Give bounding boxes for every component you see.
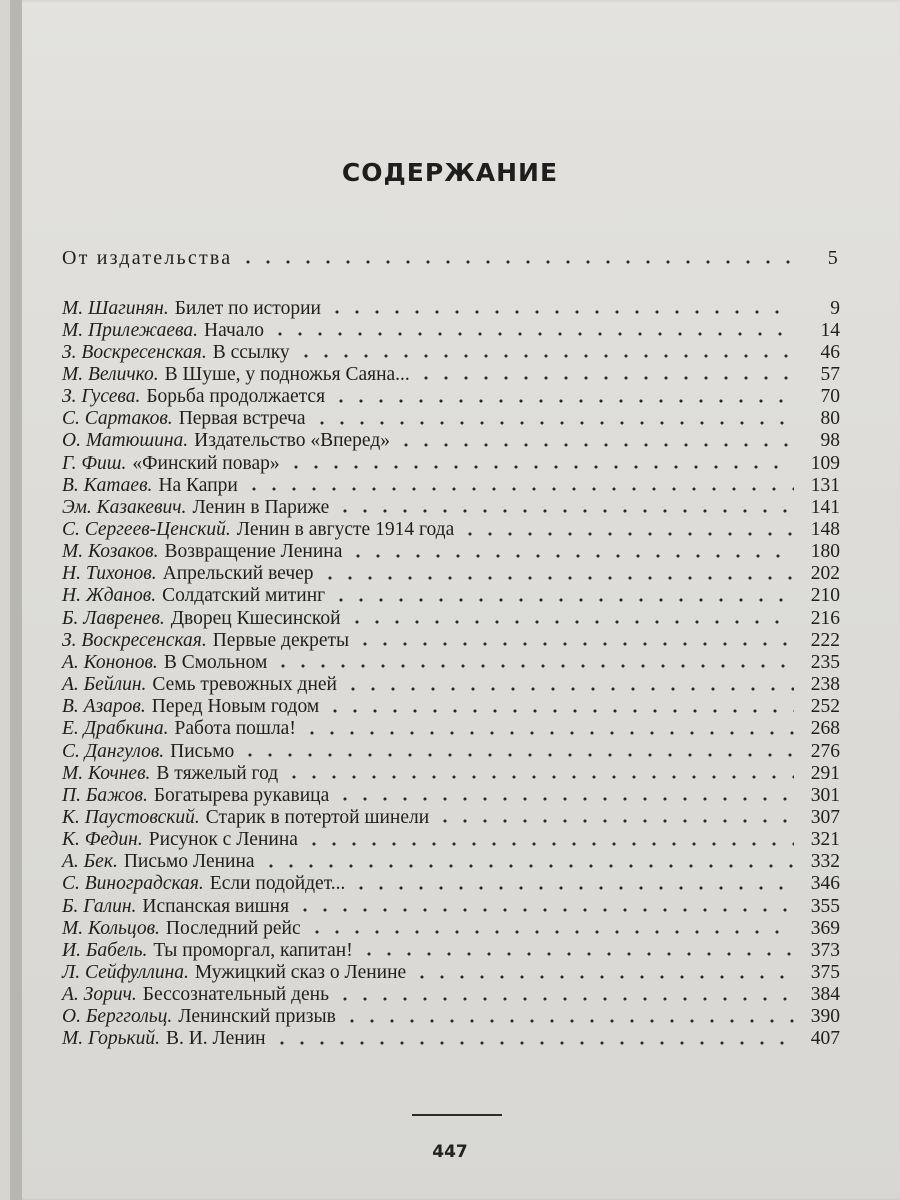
entry-page-number: 46 [820, 341, 840, 363]
entry-title: «Финский повар» [132, 452, 280, 474]
entry-author: К. Федин. [62, 829, 143, 851]
entry-author: О. Берггольц. [62, 1006, 173, 1028]
entry-title: Перед Новым годом [151, 696, 320, 718]
entry-author: М. Горький. [62, 1028, 160, 1050]
entry-page-number: 216 [810, 607, 840, 629]
entry-page-number: 70 [820, 386, 840, 408]
entry-text [62, 1029, 266, 1049]
entry-author: А. Кононов. [62, 651, 158, 673]
entry-page-number: 235 [810, 651, 840, 673]
entry-page-number: 355 [810, 895, 840, 917]
entry-title: Работа пошла! [174, 718, 296, 740]
entry-author: З. Гусева. [62, 386, 141, 408]
entry-author: З. Воскресенская. [62, 629, 207, 651]
entry-title: Ленинский призыв [178, 1006, 336, 1028]
entry-title: Билет по истории [174, 297, 321, 319]
entry-page-number: 384 [810, 984, 840, 1006]
entry-title: Семь тревожных дней [152, 674, 337, 696]
entry-page-number: 141 [810, 496, 840, 518]
entry-title: В тяжелый год [156, 762, 279, 784]
entry-page-number: 80 [820, 408, 840, 430]
page-number-folio: 447 [432, 1142, 468, 1162]
entry-page-number: 276 [810, 740, 840, 762]
entry-page-number: 98 [820, 430, 840, 452]
entry-page-number: 57 [820, 363, 840, 385]
entry-page-number: 222 [810, 629, 840, 651]
entry-author: М. Кольцов. [62, 917, 160, 939]
entry-title: Старик в потертой шинели [205, 806, 430, 828]
entry-author: А. Зорич. [62, 984, 137, 1006]
entry-author: Л. Сейфуллина. [62, 962, 189, 983]
entry-title: Испанская вишня [142, 895, 290, 917]
entry-title: В Шуше, у подножья Саяна... [164, 363, 410, 385]
entry-page-number: 307 [810, 806, 840, 828]
entry-title: Рисунок с Ленина [148, 829, 298, 851]
entry-page-number: 291 [810, 762, 840, 784]
entry-author: Е. Драбкина. [62, 718, 169, 740]
entry-title: Борьба продолжается [146, 386, 326, 408]
entry-author: И. Бабель. [62, 939, 148, 961]
entry-author: А. Бек. [62, 851, 118, 873]
entry-author: С. Сартаков. [62, 408, 173, 430]
entry-author: О. Матюшина. [62, 430, 189, 452]
preface-page-number: 5 [827, 247, 840, 269]
entry-title: Письмо [170, 740, 235, 762]
entry-author: Эм. Казакевич. [62, 496, 187, 518]
footer-rule [412, 1114, 502, 1116]
entry-title: Издательство «Вперед» [194, 430, 391, 452]
entry-title: Начало [203, 319, 265, 341]
entry-page-number: 332 [810, 851, 840, 873]
entry-page-number: 202 [810, 563, 840, 585]
entry-title: Ленин в Париже [192, 496, 330, 518]
entry-author: С. Виноградская. [62, 873, 204, 895]
entry-page-number: 268 [810, 718, 840, 740]
entry-title: В Смольном [163, 651, 268, 673]
entry-author: Г. Фиш. [62, 452, 127, 474]
entry-author: Б. Галин. [62, 895, 137, 917]
toc-row [62, 1021, 840, 1049]
entry-page-number: 346 [810, 873, 840, 895]
entry-title: Бессознательный день [142, 984, 329, 1006]
entry-title: Ты проморгал, капитан! [153, 939, 353, 961]
entry-title: Богатырева рукавица [153, 784, 330, 806]
entry-author: С. Дангулов. [62, 740, 165, 762]
preface-title: От издательства [62, 247, 233, 269]
entry-page-number: 109 [810, 452, 840, 474]
entry-page-number: 238 [810, 674, 840, 696]
entry-page-number: 321 [810, 829, 840, 851]
entry-author: П. Бажов. [62, 784, 148, 806]
entry-page-number: 375 [810, 962, 840, 983]
entry-author: А. Бейлин. [62, 674, 147, 696]
entry-title: Апрельский вечер [162, 563, 314, 585]
entry-author: М. Козаков. [62, 541, 159, 563]
entry-title: Последний рейс [165, 917, 301, 939]
entry-author: М. Прилежаева. [62, 319, 198, 341]
entry-page-number: 369 [810, 917, 840, 939]
toc-row-preface [62, 240, 840, 268]
entry-author: К. Паустовский. [62, 806, 200, 828]
entry-page-number: 301 [810, 784, 840, 806]
entry-title: Первая встреча [178, 408, 306, 430]
entry-page-number: 180 [810, 541, 840, 563]
entry-page-number: 9 [830, 297, 840, 319]
entry-page-number: 148 [810, 519, 840, 540]
dot-leader [238, 259, 794, 265]
entry-author: В. Катаев. [62, 474, 153, 496]
entry-title: Письмо Ленина [123, 851, 255, 873]
dot-leader [272, 1040, 794, 1046]
entry-page-number: 390 [810, 1006, 840, 1028]
entry-author: М. Кочнев. [62, 762, 151, 784]
entry-title: В. И. Ленин [165, 1028, 266, 1050]
contents-heading: СОДЕРЖАНИЕ [341, 158, 559, 187]
entry-page-number: 14 [820, 319, 840, 341]
entry-author: С. Сергеев-Ценский. [62, 519, 231, 540]
entry-title: В ссылку [212, 341, 290, 363]
entry-page-number: 373 [810, 939, 840, 961]
entry-author: М. Величко. [62, 363, 159, 385]
entry-title: На Капри [158, 474, 238, 496]
entry-author: Б. Лавренев. [62, 607, 165, 629]
entry-title: Дворец Кшесинской [170, 607, 341, 629]
entry-page-number: 210 [810, 585, 840, 607]
entry-author: М. Шагинян. [62, 297, 169, 319]
entry-page-number: 407 [810, 1028, 840, 1050]
entry-title: Если подойдет... [209, 873, 346, 895]
entry-title: Ленин в августе 1914 года [236, 519, 455, 540]
entry-author: Н. Жданов. [62, 585, 157, 607]
entry-page-number: 252 [810, 696, 840, 718]
entry-author: В. Азаров. [62, 696, 146, 718]
entry-title: Первые декреты [212, 629, 350, 651]
entry-title: Возвращение Ленина [164, 541, 343, 563]
entry-author: Н. Тихонов. [62, 563, 157, 585]
entry-page-number: 131 [810, 474, 840, 496]
entry-title: Солдатский митинг [162, 585, 326, 607]
entry-title: Мужицкий сказ о Ленине [194, 962, 407, 983]
entry-author: З. Воскресенская. [62, 341, 207, 363]
